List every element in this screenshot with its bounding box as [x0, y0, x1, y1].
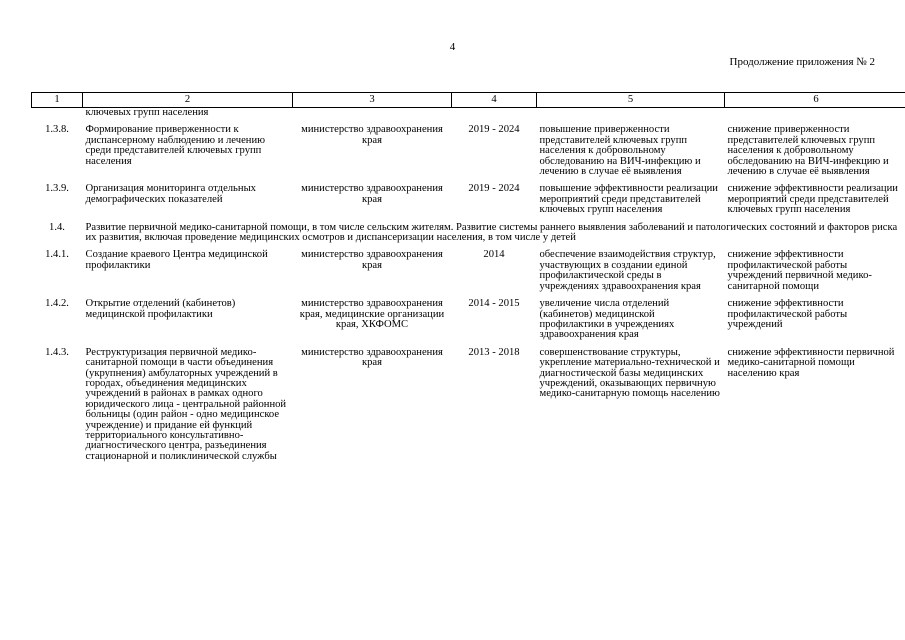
row-result: повышение приверженности представителей ключевых групп населения к добровольному обследованию на ВИЧ-инфекцию и лечению в случае её выявления — [539, 124, 701, 178]
table-row — [32, 184, 905, 215]
column-header: 4 — [452, 93, 537, 108]
section-number: 1.4. — [49, 221, 65, 233]
row-consequence: снижение эффективности профилактической работы учреждений — [727, 298, 848, 330]
row-action: Создание краевого Центра медицинской профилактики — [85, 249, 268, 271]
row-period: 2014 — [483, 249, 505, 261]
section-title: Развитие первичной медико-санитарной помощи, в том числе сельским жителям. Развитие системы раннего выявления заболеваний и патологических состояний и факторов риска их развития, включая проведение медицинских осмотров и диспансеризации населения, в том числе у детей — [85, 221, 898, 244]
row-consequence: снижение эффективности профилактической работы учреждений первичной медико-санитарной помощи — [727, 249, 872, 292]
section-row — [32, 223, 905, 244]
row-period: 2019 - 2024 — [468, 124, 520, 136]
carryover-row — [32, 108, 905, 119]
row-number: 1.3.8. — [45, 124, 69, 136]
row-result: совершенствование структуры, укрепление материально-технической и диагностической базы медицинских учреждений, оказывающих первичную медико-санитарную помощь населению — [539, 346, 720, 400]
row-action: Организация мониторинга отдельных демографических показателей — [85, 183, 256, 205]
table-row — [32, 125, 905, 177]
row-executor: министерство здравоохранения края — [301, 124, 443, 146]
row-result: увеличение числа отделений (кабинетов) медицинской профилактики в учреждениях здравоохранения края — [539, 298, 675, 341]
table-header — [32, 93, 905, 108]
column-header: 6 — [725, 93, 905, 108]
row-result: обеспечение взаимодействия структур, участвующих в создании единой профилактической среды в учреждениях здравоохранения края — [539, 249, 716, 292]
row-number: 1.4.3. — [45, 346, 69, 358]
row-consequence: снижение эффективности первичной медико-санитарной помощи населению края — [727, 346, 895, 379]
column-header: 3 — [293, 93, 452, 108]
column-header: 2 — [83, 93, 293, 108]
row-number: 1.4.2. — [45, 298, 69, 310]
table-row — [32, 299, 905, 341]
row-action: Открытие отделений (кабинетов) медицинской профилактики — [85, 298, 236, 320]
row-result: повышение эффективности реализации мероприятий среди представителей ключевых групп населения — [539, 183, 718, 216]
row-executor: министерство здравоохранения края — [301, 183, 443, 205]
row-consequence: снижение приверженности представителей ключевых групп населения к добровольному обследованию на ВИЧ-инфекцию и лечению в случае её выявления — [727, 124, 889, 178]
row-period: 2014 - 2015 — [468, 298, 520, 310]
carryover-text: ключевых групп населения — [85, 107, 209, 118]
row-executor: министерство здравоохранения края, медицинские организации края, ХКФОМС — [299, 298, 445, 330]
page-number: 4 — [449, 41, 456, 53]
appendix-table — [31, 92, 905, 462]
row-number: 1.4.1. — [45, 249, 69, 261]
table-row — [32, 348, 905, 462]
row-consequence: снижение эффективности реализации мероприятий среди представителей ключевых групп населения — [727, 183, 898, 216]
column-header: 1 — [32, 93, 83, 108]
row-number: 1.3.9. — [45, 183, 69, 195]
table-row — [32, 250, 905, 292]
row-period: 2019 - 2024 — [468, 183, 520, 195]
row-executor: министерство здравоохранения края — [301, 346, 443, 369]
continuation-label: Продолжение приложения № 2 — [729, 56, 875, 68]
row-executor: министерство здравоохранения края — [301, 249, 443, 271]
row-period: 2013 - 2018 — [468, 346, 520, 358]
column-header: 5 — [537, 93, 725, 108]
row-action: Формирование приверженности к диспансерному наблюдению и лечению среди представителей ключевых групп населения — [85, 124, 266, 167]
row-action: Реструктуризация первичной медико-санитарной помощи в части объединения (укрупнения) амбулаторных учреждений в городах, объединения медицинских учреждений в районах в рамках одного юридического лица - центральной районной больницы (один район - одно медицинское учреждение) и придание ей функций территориального консультативно-диагностического центра, разъединения стационарной и поликлинической службы — [85, 346, 287, 462]
